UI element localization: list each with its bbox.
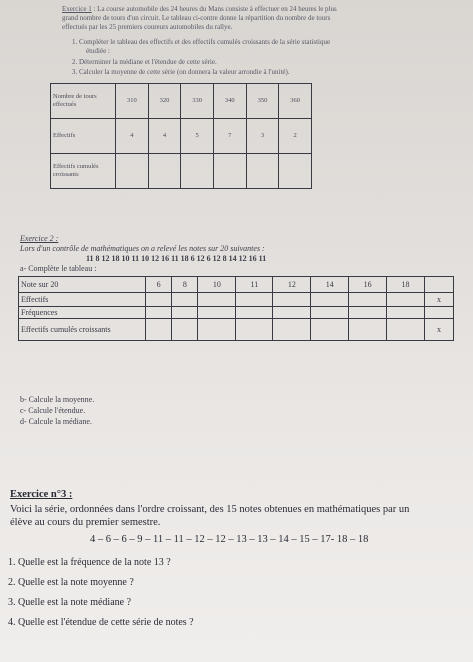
ex1-tour-cell: 320 [148, 84, 181, 119]
ex1-tour-cell: 310 [116, 84, 149, 119]
ex2-cumule-cell[interactable] [236, 319, 273, 341]
ex2-table [18, 276, 454, 341]
ex2-note-cell: 6 [146, 277, 172, 293]
ex2-cumule-cell[interactable] [387, 319, 425, 341]
ex1-table [50, 83, 312, 189]
ex2-note-cell: 12 [273, 277, 311, 293]
ex2-frequence-cell[interactable] [387, 307, 425, 319]
ex2-table-row-frequences [19, 307, 454, 319]
ex2-frequence-cell[interactable] [198, 307, 236, 319]
ex2-note-cell: 8 [172, 277, 198, 293]
ex2-cumule-cell[interactable] [198, 319, 236, 341]
ex3-question-3: 3. Quelle est la note médiane ? [8, 597, 132, 608]
ex2-note-cell: 10 [198, 277, 236, 293]
ex2-label-cumules: Effectifs cumulés croissants [19, 319, 146, 341]
ex2-total-cell [425, 307, 454, 319]
ex1-cumule-cell[interactable] [116, 154, 149, 189]
ex2-table-row-notes [19, 277, 454, 293]
ex1-tour-cell: 360 [279, 84, 312, 119]
ex2-frequence-cell[interactable] [273, 307, 311, 319]
ex2-part-a: a- Complète le tableau : [20, 264, 97, 273]
ex1-question-1: 1. Compléter le tableau des effectifs et des effectifs cumulés croissants de la série statistique étudiée : [72, 38, 331, 55]
ex1-question-2: 2. Déterminer la médiane et l'étendue de cette série. [72, 58, 217, 66]
ex1-intro: Exercice 1 : La course automobile des 24 heures du Mans consiste à effectuer en 24 heures le plus grand nombre de tours d'un circuit. Le tableau ci-contre donne la répartition du nombre de tours effectués par les 25 premiers coureurs automobiles du rallye. [62, 5, 337, 31]
ex2-part-b: b- Calcule la moyenne. [20, 395, 95, 404]
ex1-table-row-tours [51, 84, 312, 119]
ex3-question-4: 4. Quelle est l'étendue de cette série de notes ? [8, 617, 194, 628]
ex2-label-effectifs: Effectifs [19, 293, 146, 307]
ex2-frequence-cell[interactable] [236, 307, 273, 319]
ex1-effectif-cell: 4 [116, 119, 149, 154]
ex1-cumule-cell[interactable] [246, 154, 279, 189]
ex1-label-tours: Nombre de tours effectués [51, 84, 116, 119]
ex1-cumule-cell[interactable] [148, 154, 181, 189]
ex2-cumule-cell[interactable] [311, 319, 349, 341]
ex2-cumule-cell[interactable] [273, 319, 311, 341]
ex1-effectif-cell: 5 [181, 119, 214, 154]
ex2-note-cell: 18 [387, 277, 425, 293]
ex1-cumule-cell[interactable] [279, 154, 312, 189]
ex3-question-2: 2. Quelle est la note moyenne ? [8, 577, 134, 588]
ex2-title: Exercice 2 : [20, 234, 59, 243]
ex1-table-row-cumules [51, 154, 312, 189]
ex2-cumule-cell[interactable] [172, 319, 198, 341]
ex2-x-mark: x [425, 293, 454, 307]
ex2-note-cell: 11 [236, 277, 273, 293]
ex3-question-1: 1. Quelle est la fréquence de la note 13 ? [8, 557, 171, 568]
ex1-tour-cell: 330 [181, 84, 214, 119]
ex2-effectif-cell[interactable] [387, 293, 425, 307]
ex1-table-row-effectifs [51, 119, 312, 154]
ex2-effectif-cell[interactable] [236, 293, 273, 307]
ex2-frequence-cell[interactable] [311, 307, 349, 319]
ex1-cumule-cell[interactable] [181, 154, 214, 189]
ex2-part-c: c- Calcule l'étendue. [20, 406, 86, 415]
ex1-title: Exercice 1 [62, 5, 92, 13]
ex2-frequence-cell[interactable] [172, 307, 198, 319]
ex2-total-cell [425, 277, 454, 293]
ex2-frequence-cell[interactable] [146, 307, 172, 319]
ex2-note-cell: 16 [349, 277, 387, 293]
ex2-part-d: d- Calcule la médiane. [20, 417, 92, 426]
ex1-effectif-cell: 4 [148, 119, 181, 154]
ex2-cumule-cell[interactable] [349, 319, 387, 341]
ex2-effectif-cell[interactable] [172, 293, 198, 307]
ex2-intro: Lors d'un contrôle de mathématiques on a relevé les notes sur 20 suivantes : [20, 244, 265, 253]
ex3-intro: Voici la série, ordonnées dans l'ordre croissant, des 15 notes obtenues en mathématiques par un élève au cours du premier semestre. [10, 504, 410, 528]
ex2-effectif-cell[interactable] [349, 293, 387, 307]
ex2-notes-list: 11 8 12 18 10 11 10 12 16 11 18 6 12 6 12 8 14 12 16 11 [86, 254, 267, 263]
ex2-label-frequences: Fréquences [19, 307, 146, 319]
ex2-cumule-cell[interactable] [146, 319, 172, 341]
ex1-tour-cell: 350 [246, 84, 279, 119]
ex1-tour-cell: 340 [213, 84, 246, 119]
ex2-label-notes: Note sur 20 [19, 277, 146, 293]
ex1-cumule-cell[interactable] [213, 154, 246, 189]
ex2-effectif-cell[interactable] [273, 293, 311, 307]
ex1-label-cumules: Effectifs cumulés croissants [51, 154, 116, 189]
ex1-effectif-cell: 2 [279, 119, 312, 154]
ex1-label-effectifs: Effectifs [51, 119, 116, 154]
ex3-title: Exercice n°3 : [10, 489, 73, 500]
ex1-effectif-cell: 7 [213, 119, 246, 154]
ex3-series: 4 – 6 – 6 – 9 – 11 – 11 – 12 – 12 – 13 – 13 – 14 – 15 – 17- 18 – 18 [90, 534, 369, 545]
ex2-note-cell: 14 [311, 277, 349, 293]
ex2-effectif-cell[interactable] [146, 293, 172, 307]
ex2-table-row-effectifs [19, 293, 454, 307]
ex1-effectif-cell: 3 [246, 119, 279, 154]
ex2-effectif-cell[interactable] [198, 293, 236, 307]
ex1-question-3: 3. Calculer la moyenne de cette série (on donnera la valeur arrondie à l'unité). [72, 68, 290, 76]
ex2-effectif-cell[interactable] [311, 293, 349, 307]
ex2-table-row-cumules [19, 319, 454, 341]
ex2-x-mark: x [425, 319, 454, 341]
ex2-frequence-cell[interactable] [349, 307, 387, 319]
